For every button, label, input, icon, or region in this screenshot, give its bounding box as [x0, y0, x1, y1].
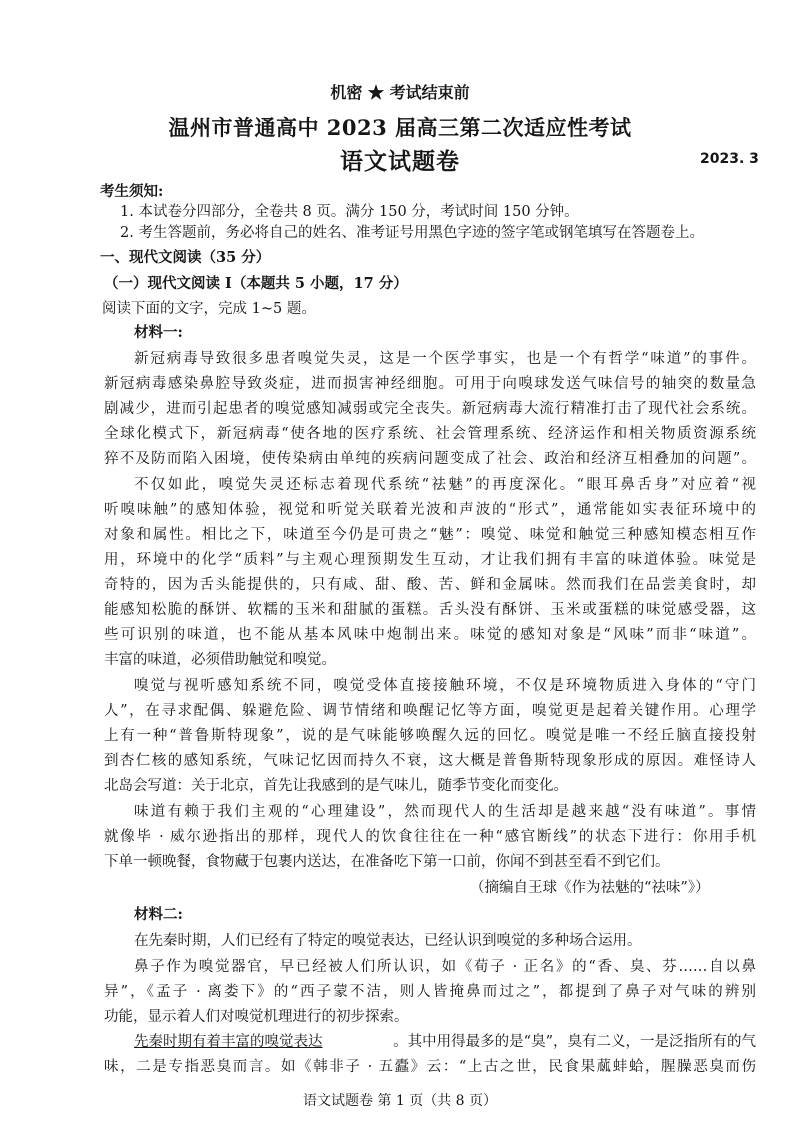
paragraph-line: 用，环境中的化学“质料”与主观心理预期发生互动，才让我们拥有丰富的味道体验。味觉是: [104, 552, 756, 568]
paragraph-line: 对象和属性。相比之下，味道至今仍是可贵之“魅”：嗅觉、味觉和触觉三种感知模态相互作: [104, 527, 756, 543]
exam-title: 温州市普通高中 2023 届高三第二次适应性考试: [168, 115, 632, 140]
paragraph-line: 鼻子作为嗅觉器官，早已经被人们所认识，如《荀子 · 正名》的“香、臭、芬……自以鼻: [134, 959, 756, 975]
underlined-sentence: 先秦时期有着丰富的嗅觉表达: [134, 1034, 323, 1050]
paragraph-line: 在先秦时期，人们已经有了特定的嗅觉表达，已经认识到嗅觉的多种场合运用。: [134, 933, 642, 949]
material-one-source: （摘编自王球《作为祛魅的“祛味”》）: [470, 880, 710, 896]
paragraph-line: 人”，在寻求配偶、躲避危险、调节情绪和唤醒记忆等方面，嗅觉更是起着关键作用。心理学: [104, 703, 756, 719]
confidential-label: 机密 ★ 考试结束前: [330, 83, 470, 102]
paragraph-line: 奇特的，因为舌头能提供的，只有咸、甜、酸、苦、鲜和金属味。然而我们在品尝美食时，却: [104, 577, 756, 593]
paragraph-line: 味道有赖于我们主观的“心理建设”，然而现代人的生活却是越来越“没有味道”。事情: [134, 804, 756, 820]
paragraph-line: 剧减少，进而引起患者的嗅觉感知减弱或完全丧失。新冠病毒大流行精准打击了现代社会系统。: [104, 401, 756, 417]
reading-instruction: 阅读下面的文字，完成 1~5 题。: [102, 301, 316, 317]
paragraph-line: 北岛会写道：关于北京，首先让我感到的是气味儿，随季节变化而变化。: [104, 778, 568, 794]
exam-subtitle: 语文试题卷: [340, 148, 460, 175]
paragraph-line-rest: 。其中用得最多的是“臭”，臭有二义，一是泛指所有的气: [393, 1034, 756, 1050]
section-heading: 一、现代文阅读（35 分）: [100, 249, 271, 266]
paragraph-line: 不仅如此，嗅觉失灵还标志着现代系统“祛魅”的再度深化。“眼耳鼻舌身”对应着“视: [134, 477, 756, 493]
notice-item: 2. 考生答题前，务必将自己的姓名、准考证号用黑色字迹的签字笔或钢笔填写在答题卷上。: [120, 225, 704, 241]
material-one-heading: 材料一:: [134, 324, 183, 341]
paragraph-line: 猝不及防而陷入困境，使传染病由单纯的疾病问题变成了社会、政治和经济互相叠加的问题”。: [104, 451, 756, 467]
paragraph-line: 全球化模式下，新冠病毒“使各地的医疗系统、社会管理系统、经济运作和相关物质资源系统: [104, 426, 756, 442]
exam-date: 2023. 3: [700, 151, 759, 167]
paragraph-line: 下单一顿晚餐，食物藏于包裹内送达，在准备吃下第一口前，你闻不到甚至看不到它们。: [104, 854, 670, 870]
sub-section-heading: （一）现代文阅读 I（本题共 5 小题，17 分）: [104, 275, 408, 292]
paragraph-line: 异”，《孟子 · 离娄下》的“西子蒙不洁，则人皆掩鼻而过之”，都提到了鼻子对气味的辨别: [104, 984, 756, 1000]
paragraph-line: 就像毕 · 威尔逊指出的那样，现代人的饮食往往在一种“感官断线”的状态下进行：你用手机: [104, 829, 756, 845]
paragraph-line: 嗅觉与视听感知系统不同，嗅觉受体直接接触环境，不仅是环境物质进入身体的“守门: [134, 678, 756, 694]
notice-item: 1. 本试卷分四部分，全卷共 8 页。满分 150 分，考试时间 150 分钟。: [120, 204, 579, 220]
paragraph-line-underlined: [134, 1030, 756, 1051]
paragraph-line: 听嗅味触”的感知体验，视觉和听觉关联着光波和声波的“形式”，通常能如实表征环境中的: [104, 502, 756, 518]
paragraph-line: 新冠病毒导致很多患者嗅觉失灵，这是一个医学事实，也是一个有哲学“味道”的事件。: [134, 351, 756, 367]
paragraph-line: 到杏仁核的感知系统，气味记忆因而持久不衰，这大概是普鲁斯特现象形成的原因。难怪诗人: [104, 753, 756, 769]
material-two-heading: 材料二:: [134, 906, 183, 923]
paragraph-line: 能感知松脆的酥饼、软糯的玉米和甜腻的蛋糕。舌头没有酥饼、玉米或蛋糕的味觉感受器，这: [104, 602, 756, 618]
paragraph-line: 丰富的味道，必须借助触觉和嗅觉。: [104, 652, 336, 668]
paragraph-line: 上有一种“普鲁斯特现象”，说的是气味能够唤醒久远的回忆。嗅觉是唯一不经丘脑直接投射: [104, 728, 756, 744]
paragraph-line: 些可识别的味道，也不能从基本风味中炮制出来。味觉的感知对象是“风味”而非“味道”。: [104, 627, 756, 643]
page-footer: 语文试题卷 第 1 页（共 8 页）: [302, 1093, 498, 1109]
notice-heading: 考生须知:: [100, 183, 164, 200]
paragraph-line: 新冠病毒感染鼻腔导致炎症，进而损害神经细胞。可用于向嗅球发送气味信号的轴突的数量急: [104, 376, 756, 392]
paragraph-line: 味，二是专指恶臭而言。如《韩非子 · 五蠹》云：“上古之世，民食果蓏蚌蛤，腥臊恶臭而伤: [104, 1059, 756, 1075]
paragraph-line: 功能，显示着人们对嗅觉机理进行的初步探索。: [104, 1009, 409, 1025]
